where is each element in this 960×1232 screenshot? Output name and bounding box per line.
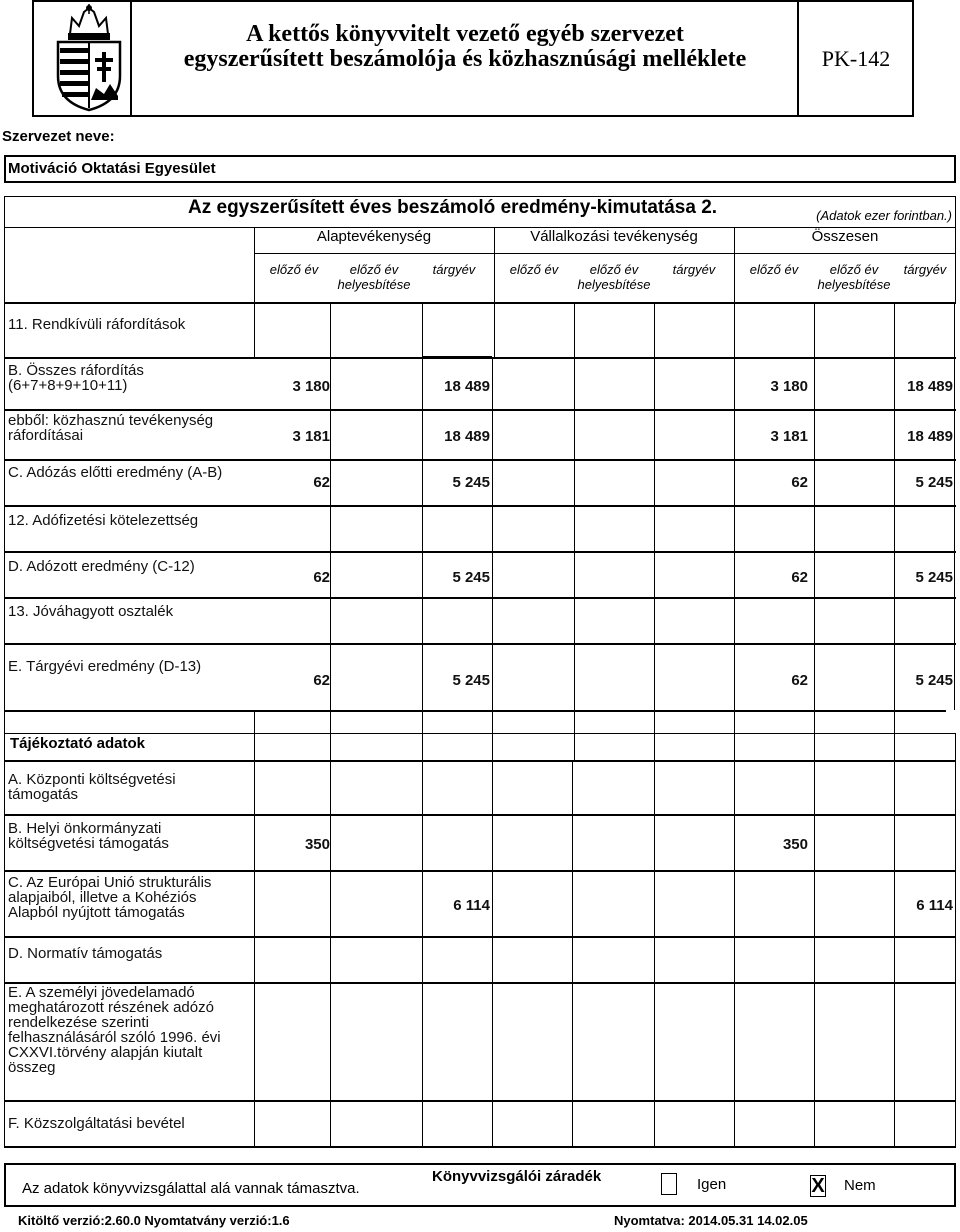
grid-line xyxy=(422,762,423,1146)
income-row-value: 5 245 xyxy=(915,672,953,689)
info-row-label xyxy=(8,985,248,1075)
column-header xyxy=(654,262,734,277)
column-header xyxy=(414,262,494,277)
grid-line xyxy=(574,710,575,762)
income-row-label xyxy=(8,559,248,574)
audit-yes-label: Igen xyxy=(697,1176,727,1193)
income-row-value: 18 489 xyxy=(444,428,490,445)
grid-line xyxy=(254,302,255,357)
column-header-line: tárgyév xyxy=(432,262,476,277)
row-label-line: B. Helyi önkormányzati xyxy=(8,820,162,837)
organization-name: Motiváció Oktatási Egyesület xyxy=(8,160,216,177)
grid-line xyxy=(330,762,331,1146)
income-row-value: 62 xyxy=(791,474,808,491)
column-header xyxy=(574,262,654,292)
row-label-line: 12. Adófizetési kötelezettség xyxy=(8,512,199,529)
column-header xyxy=(494,262,574,277)
grid-line xyxy=(654,710,655,762)
grid-line xyxy=(492,710,493,762)
column-header-line: tárgyév xyxy=(903,262,947,277)
grid-line xyxy=(894,357,895,711)
group-header-vallalkozasi: Vállalkozási tevékenység xyxy=(530,228,698,245)
column-header-line: helyesbítése xyxy=(337,277,411,292)
audit-clause-title: Könyvvizsgálói záradék xyxy=(432,1168,602,1185)
audit-yes-checkbox[interactable] xyxy=(661,1173,677,1195)
row-label-line: meghatározott részének adózó xyxy=(8,999,214,1016)
audit-no-checkbox[interactable]: X xyxy=(811,1175,825,1197)
column-header-line: előző év xyxy=(509,262,559,277)
row-label-line: felhasználásáról szóló 1996. évi xyxy=(8,1029,221,1046)
income-row-value: 5 245 xyxy=(452,474,490,491)
section-title: Az egyszerűsített éves beszámoló eredmény-kimutatása 2. xyxy=(188,197,718,218)
info-row-value: 350 xyxy=(304,836,330,853)
income-row-label xyxy=(8,659,248,674)
grid-line xyxy=(492,762,493,1146)
row-label-line: D. Adózott eredmény (C-12) xyxy=(8,558,195,575)
row-label-line: alapjaiból, illetve a Kohéziós xyxy=(8,889,197,906)
row-label-line: összeg xyxy=(8,1059,56,1076)
grid-line xyxy=(254,762,255,1146)
grid-line xyxy=(574,302,575,357)
income-row-value: 62 xyxy=(313,672,330,689)
grid-line xyxy=(734,228,735,303)
grid-line xyxy=(814,762,815,1146)
income-row-value: 18 489 xyxy=(444,378,490,395)
income-row-value: 3 181 xyxy=(770,428,808,445)
column-header xyxy=(254,262,334,277)
grid-line xyxy=(654,302,655,357)
column-header xyxy=(334,262,414,292)
info-row-label xyxy=(8,946,248,961)
income-row-value: 3 180 xyxy=(770,378,808,395)
hungarian-coat-of-arms-logo xyxy=(48,4,130,112)
income-row-value: 62 xyxy=(313,474,330,491)
grid-line xyxy=(494,228,495,303)
row-label-line: CXXVI.törvény alapján kiutalt xyxy=(8,1044,203,1061)
income-row-value: 62 xyxy=(791,569,808,586)
unit-note: (Adatok ezer forintban.) xyxy=(816,208,952,223)
income-row-label xyxy=(8,465,248,480)
info-row-value: 6 114 xyxy=(916,897,953,914)
group-header-osszesen: Összesen xyxy=(811,228,879,245)
income-row-value: 3 181 xyxy=(292,428,330,445)
grid-line xyxy=(492,357,493,711)
grid-line xyxy=(734,710,735,762)
info-row-value: 6 114 xyxy=(453,897,490,914)
income-row-value: 3 180 xyxy=(292,378,330,395)
info-row-value: 350 xyxy=(782,836,808,853)
income-row-label xyxy=(8,363,248,393)
row-label-line: E. A személyi jövedelamadó xyxy=(8,984,195,1001)
grid-line xyxy=(254,710,255,762)
row-label-line: rendelkezése szerinti xyxy=(8,1014,149,1031)
row-label-line: C. Adózás előtti eredmény (A-B) xyxy=(8,464,223,481)
info-row-label xyxy=(8,821,248,851)
grid-line xyxy=(954,302,955,710)
grid-line xyxy=(254,253,956,254)
income-row-label xyxy=(8,413,248,443)
income-row-value: 5 245 xyxy=(452,569,490,586)
column-header-line: helyesbítése xyxy=(577,277,651,292)
form-code: PK-142 xyxy=(821,46,891,71)
income-row-value: 62 xyxy=(791,672,808,689)
row-label-line: költségvetési támogatás xyxy=(8,835,169,852)
row-label-line: 11. Rendkívüli ráfordítások xyxy=(8,316,186,333)
row-label-line: F. Közszolgáltatási bevétel xyxy=(8,1115,185,1132)
row-label-line: ráfordításai xyxy=(8,427,84,444)
column-header xyxy=(894,262,956,277)
grid-line xyxy=(734,357,735,711)
income-row-value: 5 245 xyxy=(452,672,490,689)
grid-line xyxy=(894,710,895,762)
grid-line xyxy=(4,302,5,710)
grid-line xyxy=(4,196,5,303)
column-header-line: előző év xyxy=(749,262,799,277)
row-label-line: támogatás xyxy=(8,786,79,803)
column-header-line: előző év xyxy=(589,262,639,277)
column-header xyxy=(814,262,894,292)
grid-line xyxy=(4,1146,956,1148)
row-label-line: E. Tárgyévi eredmény (D-13) xyxy=(8,658,202,675)
row-label-line: C. Az Európai Unió strukturális xyxy=(8,874,212,891)
grid-line xyxy=(814,710,815,762)
income-row-value: 18 489 xyxy=(907,378,953,395)
grid-line xyxy=(330,710,331,762)
row-label-line: ebből: közhasznú tevékenység xyxy=(8,412,214,429)
row-label-line: Alapból nyújtott támogatás xyxy=(8,904,185,921)
info-row-label xyxy=(8,1116,248,1131)
grid-line xyxy=(654,357,655,711)
row-label-line: A. Központi költségvetési xyxy=(8,771,176,788)
info-section-title: Tájékoztató adatok xyxy=(10,735,146,752)
group-header-alaptevekenyseg: Alaptevékenység xyxy=(316,228,432,245)
column-header xyxy=(734,262,814,277)
grid-line xyxy=(894,302,895,357)
grid-line xyxy=(4,710,946,712)
row-label-line: 13. Jóváhagyott osztalék xyxy=(8,603,174,620)
income-row-label xyxy=(8,604,248,619)
grid-line xyxy=(330,357,331,711)
row-label-line: B. Összes ráfordítás xyxy=(8,362,144,379)
grid-line xyxy=(955,733,956,1146)
grid-line xyxy=(4,710,5,1146)
income-row-value: 62 xyxy=(313,569,330,586)
income-row-label xyxy=(8,513,248,528)
column-header-line: előző év xyxy=(829,262,879,277)
grid-line xyxy=(734,302,735,357)
column-header-line: előző év xyxy=(349,262,399,277)
income-row-value: 5 245 xyxy=(915,474,953,491)
organization-label: Szervezet neve: xyxy=(2,128,115,145)
info-row-label xyxy=(8,772,248,802)
grid-line xyxy=(955,196,956,303)
grid-line xyxy=(494,302,495,357)
print-timestamp: Nyomtatva: 2014.05.31 14.02.05 xyxy=(614,1213,808,1228)
income-row-value: 18 489 xyxy=(907,428,953,445)
grid-line xyxy=(422,357,423,711)
audit-statement: Az adatok könyvvizsgálattal alá vannak támasztva. xyxy=(22,1180,360,1197)
income-row-label xyxy=(8,317,248,332)
form-title xyxy=(132,22,798,72)
column-header-line: előző év xyxy=(269,262,319,277)
audit-no-label: Nem xyxy=(844,1177,876,1194)
info-row-label xyxy=(8,875,248,920)
software-version: Kitöltő verzió:2.60.0 Nyomtatvány verzió:1.6 xyxy=(18,1213,290,1228)
grid-line xyxy=(734,762,735,1146)
grid-line xyxy=(814,302,815,357)
grid-line xyxy=(422,302,423,357)
income-row-value: 5 245 xyxy=(915,569,953,586)
column-header-line: helyesbítése xyxy=(817,277,891,292)
grid-line xyxy=(654,762,655,1146)
grid-line xyxy=(814,357,815,711)
row-label-line: (6+7+8+9+10+11) xyxy=(8,377,128,394)
column-header-line: tárgyév xyxy=(672,262,716,277)
grid-line xyxy=(330,302,331,357)
form-title-line2: egyszerűsített beszámolója és közhasznúsági melléklete xyxy=(183,46,747,72)
grid-line xyxy=(254,228,255,303)
grid-line xyxy=(894,762,895,1146)
row-label-line: D. Normatív támogatás xyxy=(8,945,163,962)
grid-line xyxy=(574,357,575,711)
grid-line xyxy=(572,762,573,1146)
form-title-line1: A kettős könyvvitelt vezető egyéb szervezet xyxy=(246,21,684,47)
grid-line xyxy=(422,710,423,762)
grid-line xyxy=(422,356,492,358)
